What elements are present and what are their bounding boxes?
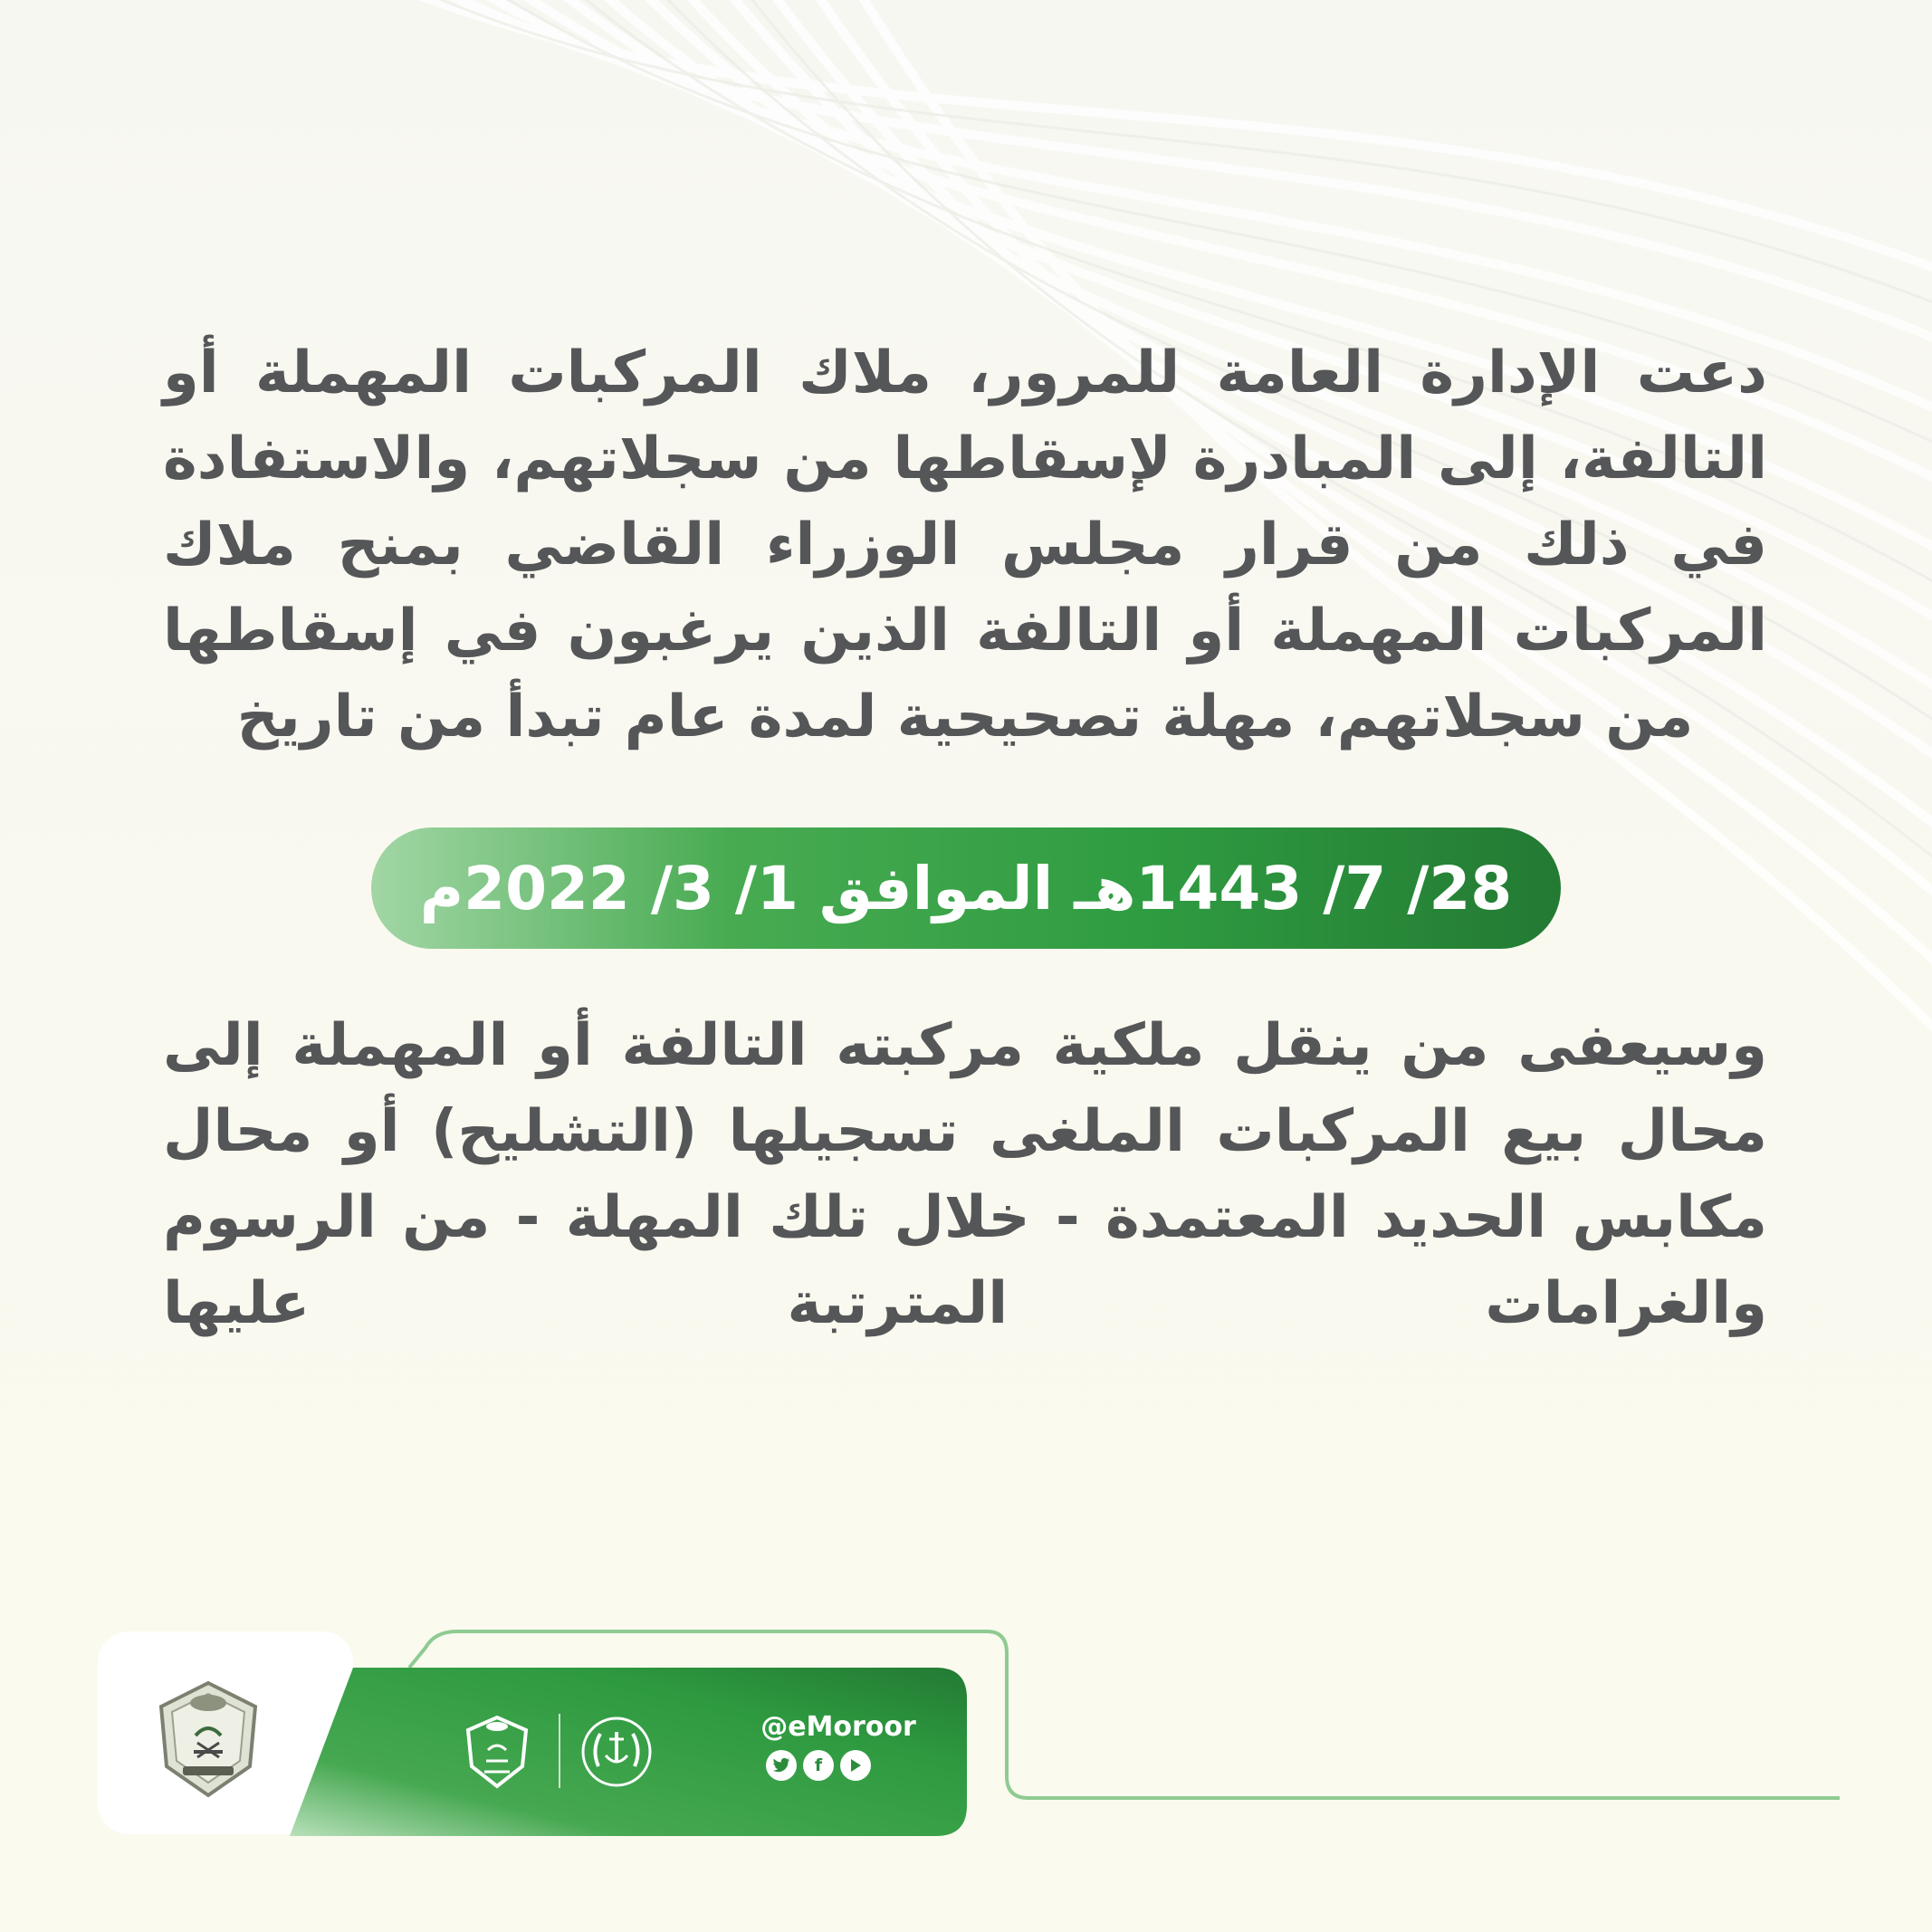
date-banner-text: 28/ 7/ 1443هـ الموافق 1/ 3/ 2022م: [419, 853, 1513, 923]
ministry-of-interior-emblem: [579, 1714, 655, 1790]
social-handle[interactable]: @eMoroor: [760, 1711, 916, 1743]
footer-divider: [559, 1714, 560, 1788]
twitter-icon[interactable]: [766, 1750, 797, 1781]
announcement-paragraph: دعت الإدارة العامة للمرور، ملاك المركبات المهملة أو التالفة، إلى المبادرة لإسقاطها من سجلاتهم، والاستفادة في ذلك من قرار مجلس الوزراء القاضي بمنح ملاك المركبات المهملة أو التالفة الذين يرغبون في إسقاطها من سجلاتهم، مهلة تصحيحية لمدة عام تبدأ من تاريخ: [163, 340, 1767, 751]
traffic-department-logo: [152, 1679, 264, 1799]
date-banner: [371, 827, 1561, 949]
youtube-icon[interactable]: [840, 1750, 871, 1781]
public-security-logo: [459, 1714, 535, 1790]
exemption-paragraph: وسيعفى من ينقل ملكية مركبته التالفة أو المهملة إلى محال بيع المركبات الملغى تسجيلها (التشليح) أو محال مكابس الحديد المعتمدة - خلال تلك المهلة - من الرسوم والغرامات المترتبة عليها: [163, 1012, 1767, 1337]
social-icons: [766, 1750, 871, 1781]
facebook-icon[interactable]: f: [803, 1750, 834, 1781]
